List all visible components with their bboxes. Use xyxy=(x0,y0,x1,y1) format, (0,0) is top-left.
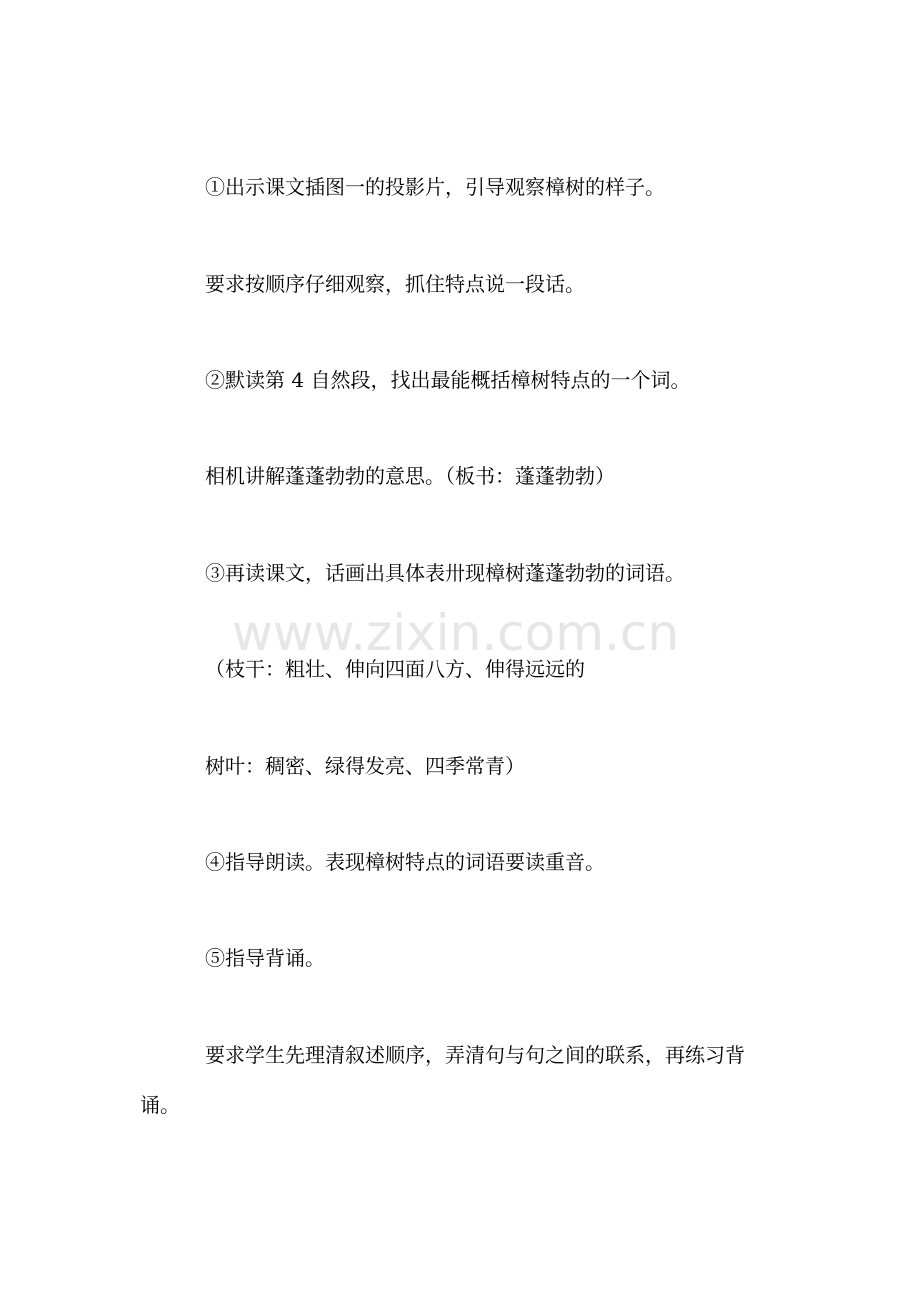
watermark: www.zixin.com.cn xyxy=(232,604,680,662)
paragraph-line-7: 树叶：稠密、绿得发亮、四季常青） xyxy=(205,754,525,778)
paragraph-line-5: ③再读课文，话画出具体表卅现樟树蓬蓬勃勃的词语。 xyxy=(205,561,685,585)
paragraph-line-3: ②默读第 4 自然段，找出最能概括樟树特点的一个词。 xyxy=(205,368,691,392)
paragraph-line-6: （枝干：粗壮、伸向四面八方、伸得远远的 xyxy=(205,657,585,681)
paragraph-line-11: 诵。 xyxy=(140,1093,180,1117)
paragraph-line-1: ①出示课文插图一的投影片，引导观察樟树的样子。 xyxy=(205,175,665,199)
paragraph-line-4: 相机讲解蓬蓬勃勃的意思。（板书：蓬蓬勃勃） xyxy=(205,464,615,488)
paragraph-line-2: 要求按顺序仔细观察，抓住特点说一段话。 xyxy=(205,272,585,296)
paragraph-line-8: ④指导朗读。表现樟树特点的词语要读重音。 xyxy=(205,850,605,874)
paragraph-line-10: 要求学生先理清叙述顺序，弄清句与句之间的联系，再练习背 xyxy=(205,1043,745,1067)
paragraph-line-9: ⑤指导背诵。 xyxy=(205,946,325,970)
